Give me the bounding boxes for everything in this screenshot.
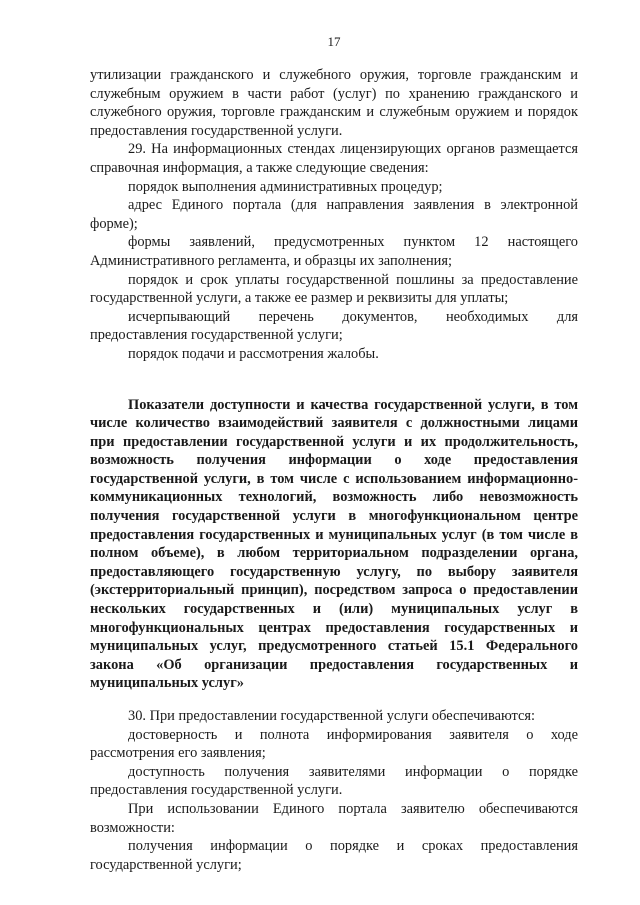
paragraph: При использовании Единого портала заявителю обеспечиваются возможности:	[90, 800, 578, 836]
paragraph: утилизации гражданского и служебного оружия, торговле гражданским и служебным оружием в части работ (услуг) по хранению гражданского и служебного оружия, торговле гражданским и служебным оружием и порядок предоставления государственной услуги.	[90, 67, 578, 139]
paragraph: 30. При предоставлении государственной услуги обеспечиваются:	[128, 708, 536, 724]
list-item: доступность получения заявителями информации о порядке предоставления государственной услуги.	[90, 763, 578, 799]
list-item: порядок выполнения административных процедур;	[128, 178, 443, 195]
list-item: формы заявлений, предусмотренных пунктом 12 настоящего Административного регламента, и образцы их заполнения;	[90, 234, 578, 269]
list-item: исчерпывающий перечень документов, необходимых для предоставления государственной услуги;	[90, 308, 578, 344]
list-item: порядок подачи и рассмотрения жалобы.	[128, 345, 379, 362]
list-item: получения информации о порядке и сроках предоставления государственной услуги;	[90, 838, 578, 873]
page-number: 17	[327, 34, 341, 49]
bottom-section	[90, 707, 578, 874]
top-section	[90, 66, 578, 364]
list-item: порядок и срок уплаты государственной пошлины за предоставление государственной услуги, а также ее размер и реквизиты для уплаты;	[90, 271, 578, 307]
paragraph: 29. На информационных стендах лицензирующих органов размещается справочная информация, а также следующие сведения:	[90, 141, 578, 176]
spacer	[90, 693, 578, 707]
list-item: адрес Единого портала (для направления заявления в электронной форме);	[90, 197, 578, 232]
section-heading: Показатели доступности и качества государственной услуги, в том числе количество взаимодействий заявителя с должностными лицами при предоставлении государственной услуги и их продолжительность, возможность получения информации о ходе предоставления государственной услуги, в том числе с использованием информационно-коммуникационных технологий, возможность либо невозможность получения государственной услуги в многофункциональном центре предоставления государственных и муниципальных услуг (в том числе в полном объеме), в любом территориальном подразделении органа, предоставляющего государственную услугу, по выбору заявителя (экстерриториальный принцип), посредством запроса о предоставлении нескольких государственных и (или) муниципальных услуг в многофункциональных центрах предоставления государственных и муниципальных услуг, предусмотренного статьей 15.1 Федерального закона «Об организации предоставления государственных и муниципальных услуг»	[90, 396, 578, 692]
list-item: достоверность и полнота информирования заявителя о ходе рассмотрения его заявления;	[90, 726, 578, 762]
